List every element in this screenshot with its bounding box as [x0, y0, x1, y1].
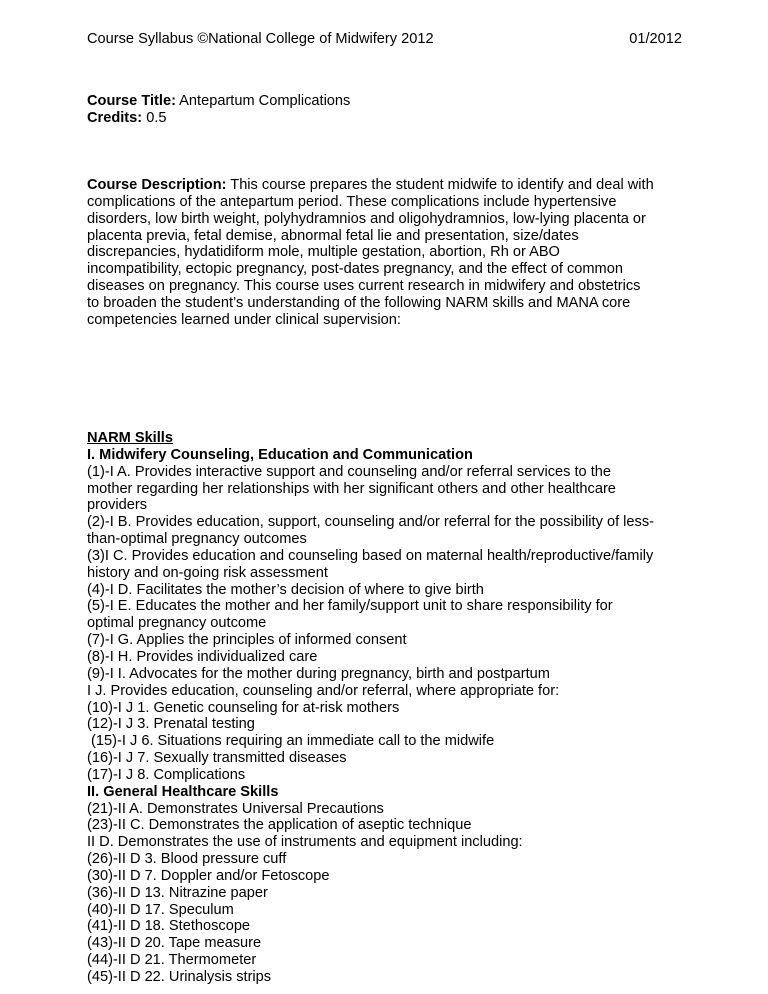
skill-line: (43)-II D 20. Tape measure: [87, 935, 262, 952]
credits-value: 0.5: [142, 109, 167, 126]
skill-line: (45)-II D 22. Urinalysis strips: [87, 969, 272, 985]
description-line: to broaden the student’s understanding of the following NARM skills and MANA core: [87, 294, 631, 311]
course-description: [87, 177, 687, 329]
page-header: [87, 31, 682, 49]
course-title-value: Antepartum Complications: [175, 93, 351, 109]
header-title: Course Syllabus ©National College of Midwifery 2012: [87, 31, 434, 47]
description-line: competencies learned under clinical supervision:: [87, 311, 401, 328]
section-1-list: [87, 464, 687, 784]
skill-line: providers: [87, 497, 148, 514]
skill-line: (9)-I I. Advocates for the mother during pregnancy, birth and postpartum: [87, 665, 550, 682]
skill-line: (21)-II A. Demonstrates Universal Precautions: [87, 800, 384, 817]
skill-line: (12)-I J 3. Prenatal testing: [87, 716, 255, 733]
skill-line: II D. Demonstrates the use of instruments and equipment including:: [87, 834, 523, 851]
skill-line: (8)-I H. Provides individualized care: [87, 648, 318, 665]
skill-line: than-optimal pregnancy outcomes: [87, 531, 307, 548]
description-line: placenta previa, fetal demise, abnormal fetal lie and presentation, size/dates: [87, 227, 579, 244]
skill-line: (23)-II C. Demonstrates the application of aseptic technique: [87, 817, 472, 834]
skill-line: (1)-I A. Provides interactive support and counseling and/or referral services to the: [87, 463, 612, 480]
skill-line: I J. Provides education, counseling and/or referral, where appropriate for:: [87, 682, 560, 699]
skill-line: (7)-I G. Applies the principles of informed consent: [87, 632, 407, 649]
description-text: This course prepares the student midwife to identify and deal with: [226, 177, 654, 193]
skill-line: (30)-II D 7. Doppler and/or Fetoscope: [87, 867, 330, 884]
credits-label: Credits:: [87, 109, 143, 126]
header-date: 01/2012: [629, 31, 682, 47]
credits-line: [87, 110, 687, 127]
skill-line: (36)-II D 13. Nitrazine paper: [87, 884, 268, 901]
narm-skills-heading: NARM Skills: [87, 430, 173, 446]
skill-line: (44)-II D 21. Thermometer: [87, 952, 257, 969]
course-info: [87, 93, 687, 127]
skill-line: (16)-I J 7. Sexually transmitted diseases: [87, 750, 347, 767]
skill-line: (15)-I J 6. Situations requiring an immediate call to the midwife: [87, 733, 495, 750]
skill-line: (5)-I E. Educates the mother and her family/support unit to share responsibility for: [87, 598, 613, 615]
skill-line: history and on-going risk assessment: [87, 564, 328, 581]
description-line: complications of the antepartum period. These complications include hypertensive: [87, 193, 617, 210]
skill-line: (4)-I D. Facilitates the mother’s decision of where to give birth: [87, 581, 484, 598]
course-title-line: [87, 93, 687, 110]
skill-line: (2)-I B. Provides education, support, counseling and/or referral for the possibility of less-: [87, 514, 654, 531]
description-line: diseases on pregnancy. This course uses current research in midwifery and obstetrics: [87, 278, 641, 295]
skill-line: (10)-I J 1. Genetic counseling for at-risk mothers: [87, 699, 400, 716]
narm-skills-section: [87, 430, 687, 986]
description-line: discrepancies, hydatidiform mole, multiple gestation, abortion, Rh or ABO: [87, 244, 560, 261]
section-1-heading: I. Midwifery Counseling, Education and Communication: [87, 446, 473, 463]
skill-line: (3)I C. Provides education and counseling based on maternal health/reproductive/family: [87, 547, 654, 564]
skill-line: (41)-II D 18. Stethoscope: [87, 918, 251, 935]
section-2-heading: II. General Healthcare Skills: [87, 783, 279, 800]
skill-line: optimal pregnancy outcome: [87, 615, 267, 632]
description-label: Course Description:: [87, 177, 227, 193]
skill-line: (17)-I J 8. Complications: [87, 766, 246, 783]
section-2-list: [87, 801, 687, 986]
description-line: incompatibility, ectopic pregnancy, post-dates pregnancy, and the effect of common: [87, 261, 623, 278]
skill-line: mother regarding her relationships with her significant others and other healthcare: [87, 480, 616, 497]
skill-line: (26)-II D 3. Blood pressure cuff: [87, 851, 287, 868]
course-title-label: Course Title:: [87, 93, 176, 109]
description-line: [87, 177, 687, 194]
skill-line: (40)-II D 17. Speculum: [87, 901, 234, 918]
description-line: disorders, low birth weight, polyhydramnios and oligohydramnios, low-lying placenta or: [87, 210, 646, 227]
